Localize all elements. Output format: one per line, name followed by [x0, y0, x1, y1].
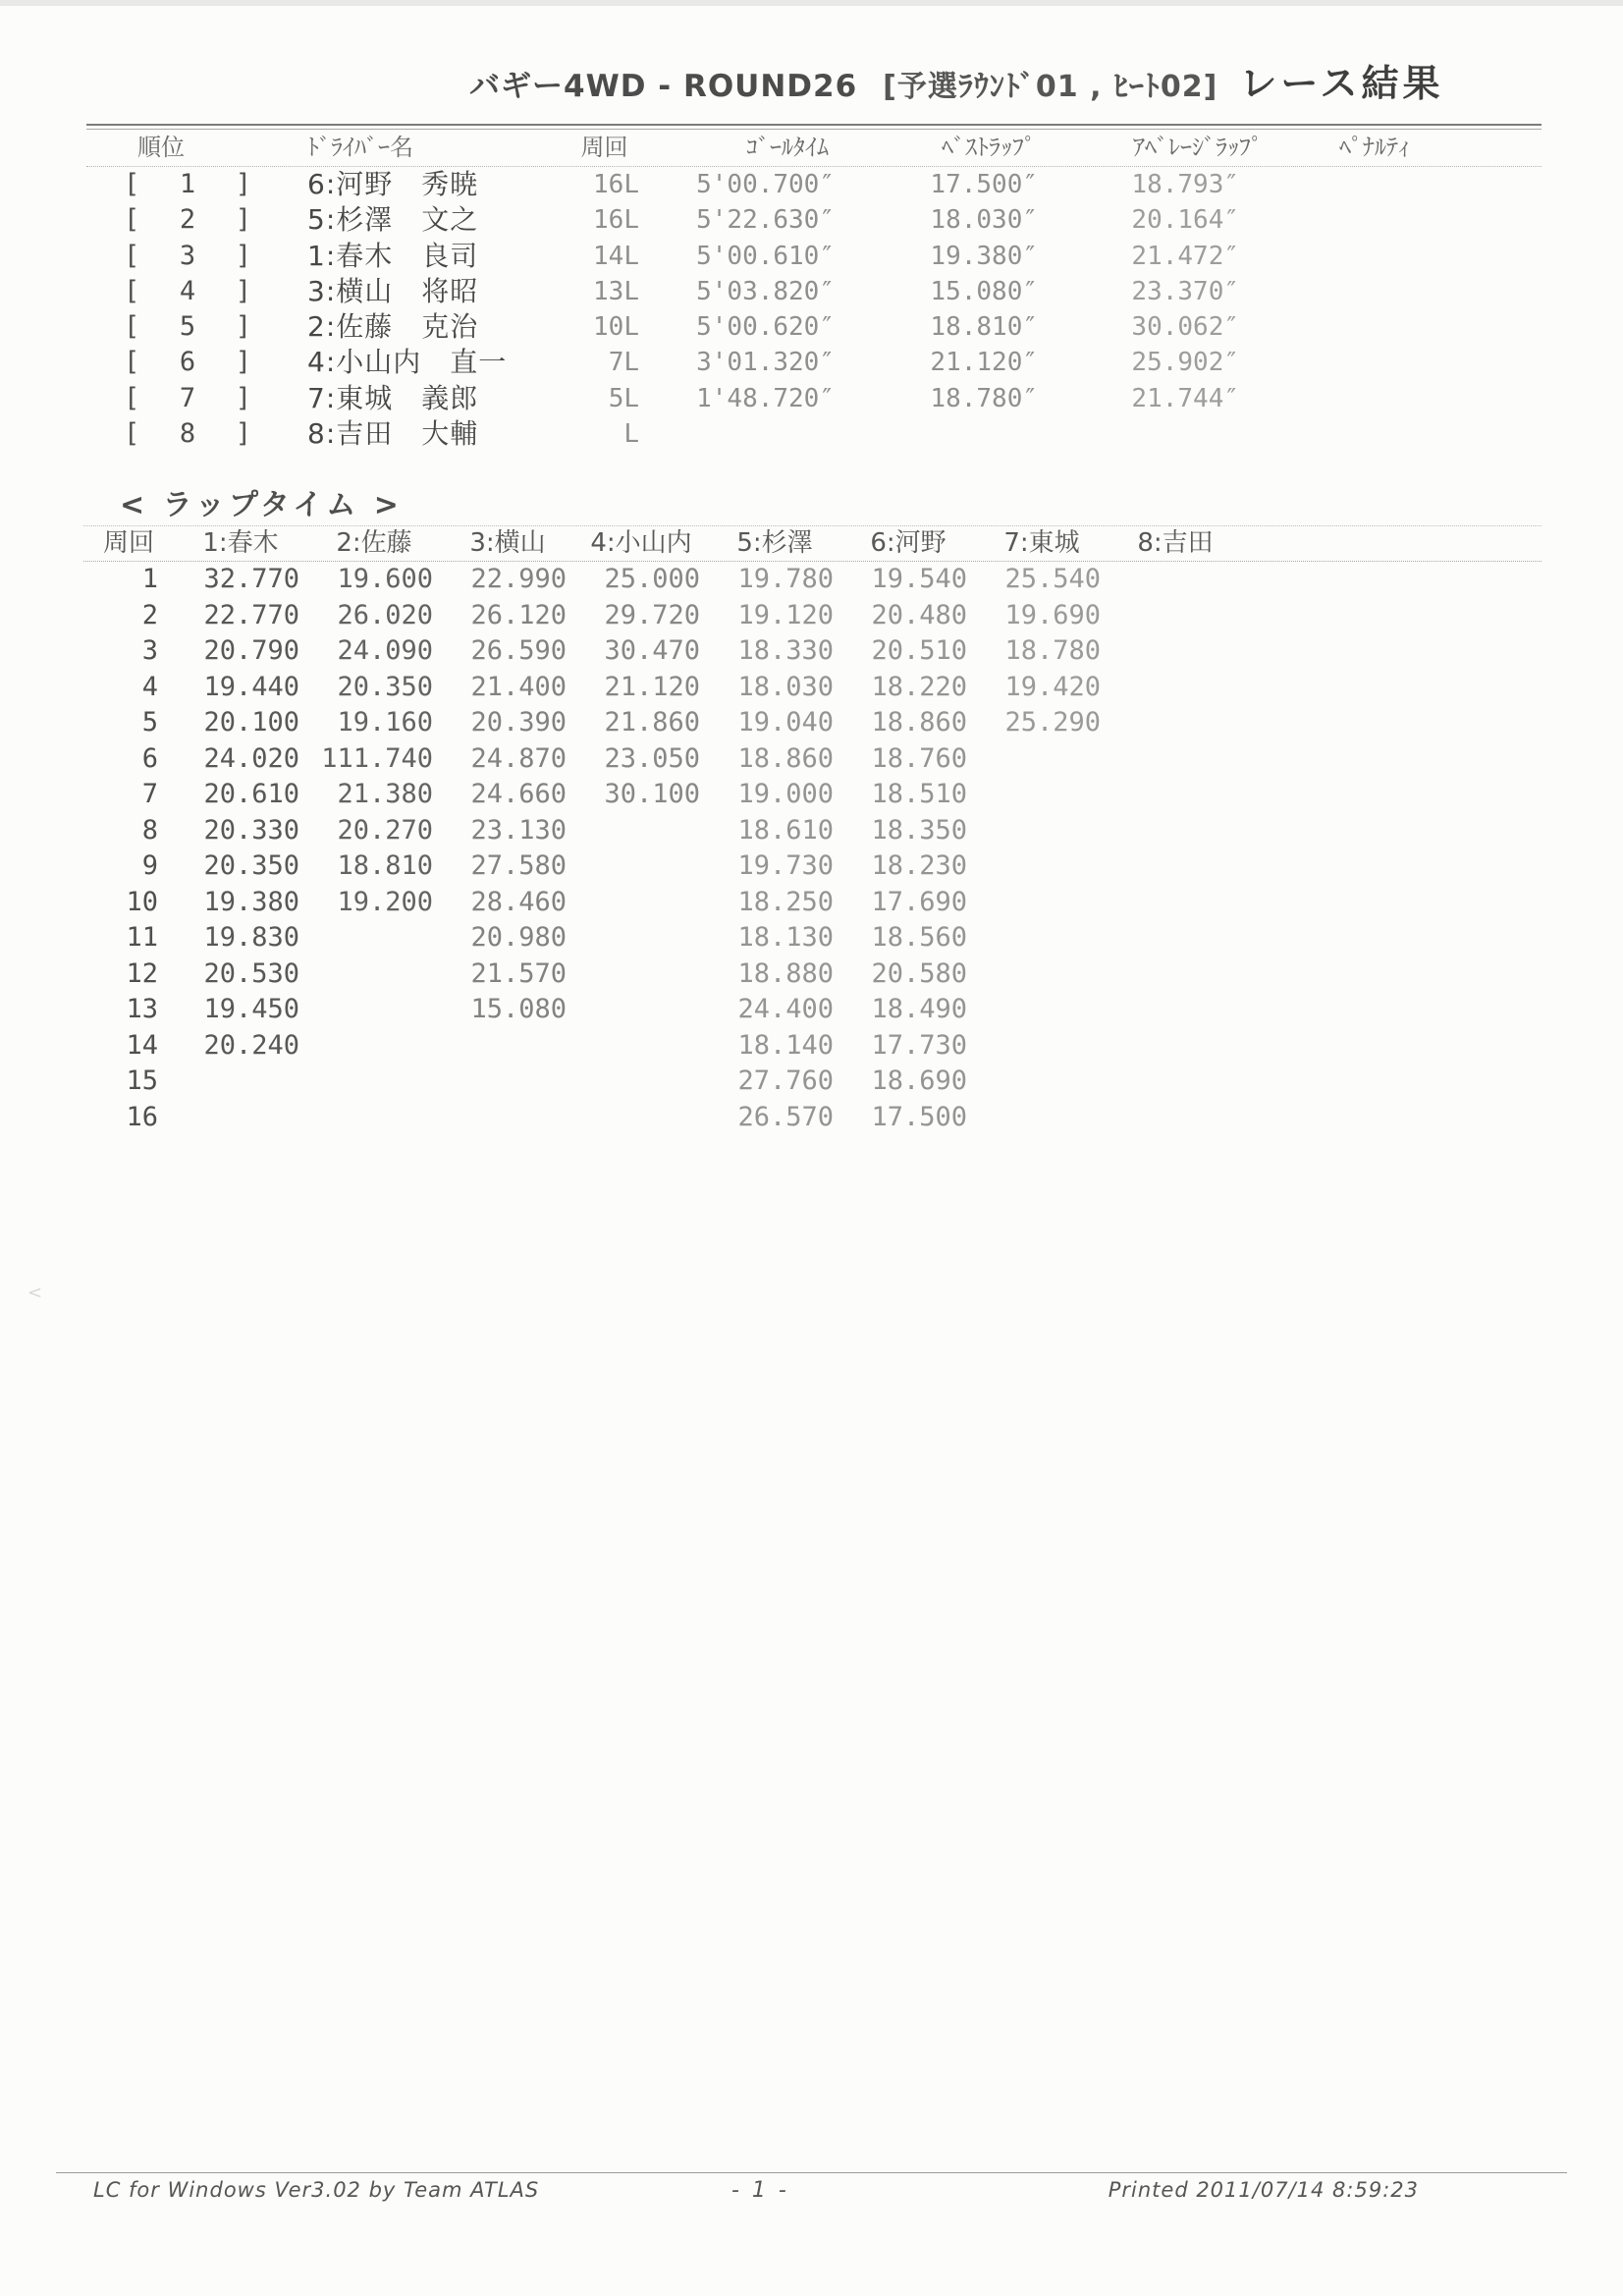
lap-time-cell: 20.530	[203, 957, 299, 989]
laps-cell: 5L	[608, 383, 639, 413]
lap-time-cell: 20.240	[203, 1029, 299, 1061]
results-rows	[86, 167, 1542, 452]
goal-time-cell	[651, 416, 842, 452]
lap-time-cell	[1109, 670, 1242, 706]
lap-time-cell: 20.480	[871, 599, 967, 630]
lap-time-cell	[975, 1064, 1109, 1100]
average-lap-cell: 25.902″	[1131, 348, 1239, 378]
results-table	[86, 124, 1542, 452]
lap-time-cell: 30.470	[604, 635, 700, 666]
laps-cell: 16L	[593, 205, 639, 236]
lap-time-cell	[574, 1064, 708, 1100]
lap-number-cell: 5	[141, 707, 158, 738]
lap-time-cell: 22.990	[470, 564, 567, 594]
lap-row	[83, 1064, 1542, 1100]
average-lap-cell: 30.062″	[1131, 312, 1239, 343]
lap-time-cell	[975, 1100, 1109, 1136]
rank-bracket-close: ]	[235, 382, 251, 413]
rank-cell	[86, 381, 307, 416]
page-title	[469, 53, 1443, 107]
header-goal-time: ｺﾞｰﾙﾀｲﾑ	[746, 134, 829, 161]
lap-rows	[83, 562, 1542, 1135]
result-row	[86, 239, 1542, 274]
lap-time-cell: 25.290	[1004, 707, 1101, 738]
rank-bracket-open: [	[124, 275, 140, 306]
lap-row	[83, 705, 1542, 741]
rank-cell	[86, 416, 307, 452]
lap-time-cell: 24.870	[470, 742, 567, 774]
lap-number-cell: 6	[141, 742, 158, 774]
best-lap-cell: 18.030″	[930, 205, 1038, 236]
lap-row	[83, 1028, 1542, 1065]
driver-name-cell: 6:河野 秀暁	[307, 168, 479, 200]
rank-value: 2	[179, 204, 196, 236]
result-row	[86, 309, 1542, 345]
lap-time-cell: 24.090	[337, 635, 433, 666]
lap-time-cell	[174, 1100, 307, 1136]
rank-value: 4	[179, 275, 196, 306]
lap-time-cell: 19.690	[1004, 599, 1101, 630]
footer-print-timestamp: Printed 2011/07/14 8:59:23	[1108, 2178, 1419, 2202]
lap-time-cell	[1109, 813, 1242, 849]
lap-time-cell: 21.380	[337, 779, 433, 809]
lap-time-cell: 27.760	[737, 1066, 834, 1096]
lap-time-cell: 21.120	[604, 671, 700, 702]
lap-time-cell: 30.100	[604, 779, 700, 809]
lap-header-driver-1: 1:春木	[202, 528, 279, 558]
laps-cell: L	[623, 419, 639, 450]
lap-time-cell	[574, 992, 708, 1028]
lap-header-driver-8: 8:吉田	[1137, 528, 1214, 558]
goal-time-cell: 5'00.620″	[696, 312, 835, 343]
lap-time-cell	[975, 885, 1109, 921]
lap-time-cell: 26.570	[737, 1101, 834, 1132]
lap-header-driver-6: 6:河野	[870, 528, 947, 558]
penalty-cell	[1265, 239, 1432, 274]
penalty-cell	[1265, 416, 1432, 452]
lap-time-cell: 28.460	[470, 886, 567, 917]
lap-time-cell: 20.350	[203, 850, 299, 881]
goal-time-cell: 5'03.820″	[696, 276, 835, 306]
result-row	[86, 167, 1542, 202]
lap-number-cell: 1	[141, 564, 158, 594]
lap-number-cell: 8	[141, 814, 158, 846]
lap-number-cell: 7	[141, 779, 158, 809]
lap-time-cell	[307, 920, 441, 957]
lap-time-cell: 111.740	[321, 742, 433, 774]
lap-header-driver-4: 4:小山内	[590, 528, 692, 558]
lap-times-section-title: < ラップタイム >	[120, 488, 403, 522]
lap-time-cell: 18.610	[737, 814, 834, 846]
goal-time-cell: 5'00.700″	[696, 170, 835, 199]
lap-time-cell: 19.200	[337, 886, 433, 917]
header-driver-name: ﾄﾞﾗｲﾊﾞｰ名	[307, 134, 413, 161]
lap-time-cell	[1109, 705, 1242, 741]
penalty-cell	[1265, 381, 1432, 416]
lap-time-cell: 20.610	[203, 779, 299, 809]
lap-time-cell: 17.730	[871, 1029, 967, 1061]
lap-times-table	[83, 525, 1542, 1135]
lap-time-cell: 29.720	[604, 599, 700, 630]
rank-bracket-close: ]	[235, 347, 251, 378]
lap-time-cell: 18.760	[871, 742, 967, 774]
lap-time-cell	[574, 1028, 708, 1065]
lap-number-cell: 9	[141, 850, 158, 881]
lap-time-cell: 20.790	[203, 635, 299, 666]
lap-time-cell	[1109, 1028, 1242, 1065]
lap-time-cell: 26.590	[470, 635, 567, 666]
footer-page-number: - 1 -	[731, 2178, 789, 2203]
lap-time-cell: 19.540	[871, 564, 967, 594]
driver-name-cell: 1:春木 良司	[307, 239, 479, 272]
lap-time-cell	[975, 848, 1109, 885]
lap-time-cell: 18.860	[737, 742, 834, 774]
lap-row	[83, 562, 1542, 598]
driver-name-cell: 3:横山 将昭	[307, 274, 479, 307]
lap-time-cell	[975, 957, 1109, 993]
lap-time-cell: 19.440	[203, 671, 299, 702]
best-lap-cell: 19.380″	[930, 241, 1038, 271]
rank-value: 5	[179, 311, 196, 343]
driver-name-cell: 5:杉澤 文之	[307, 203, 479, 237]
result-row	[86, 345, 1542, 380]
lap-time-cell: 19.830	[203, 922, 299, 953]
lap-time-cell	[441, 1028, 574, 1065]
lap-time-cell	[1109, 741, 1242, 778]
lap-time-cell	[1109, 562, 1242, 598]
lap-time-cell	[1109, 777, 1242, 813]
lap-time-cell: 24.400	[737, 994, 834, 1024]
lap-number-cell: 16	[126, 1101, 158, 1132]
rank-value: 6	[179, 347, 196, 378]
lap-time-cell: 18.140	[737, 1029, 834, 1061]
results-header-row	[86, 130, 1542, 167]
lap-time-cell: 19.450	[203, 994, 299, 1024]
lap-time-cell: 20.330	[203, 814, 299, 846]
lap-time-cell: 18.690	[871, 1066, 967, 1096]
lap-row	[83, 741, 1542, 778]
lap-time-cell: 18.560	[871, 922, 967, 953]
footer-rule	[56, 2172, 1567, 2173]
rank-bracket-open: [	[124, 169, 140, 199]
lap-time-cell	[574, 1100, 708, 1136]
goal-time-cell: 5'22.630″	[696, 205, 835, 236]
lap-time-cell	[574, 885, 708, 921]
average-lap-cell	[1054, 416, 1265, 452]
rank-bracket-open: [	[124, 418, 140, 450]
lap-time-cell: 19.420	[1004, 671, 1101, 702]
lap-time-cell	[1109, 598, 1242, 634]
rank-bracket-open: [	[124, 382, 140, 413]
rank-value: 7	[179, 382, 196, 413]
lap-row	[83, 670, 1542, 706]
lap-time-cell	[307, 1064, 441, 1100]
rank-bracket-close: ]	[235, 240, 251, 271]
average-lap-cell: 20.164″	[1131, 205, 1239, 236]
rank-bracket-close: ]	[235, 275, 251, 306]
header-rank: 順位	[137, 134, 185, 161]
lap-row	[83, 920, 1542, 957]
lap-time-cell	[574, 813, 708, 849]
laps-cell: 10L	[593, 312, 639, 343]
lap-time-cell: 20.350	[337, 671, 433, 702]
lap-time-cell: 19.600	[337, 564, 433, 594]
lap-time-cell: 22.770	[203, 599, 299, 630]
lap-time-cell: 18.220	[871, 671, 967, 702]
lap-time-cell: 20.390	[470, 707, 567, 738]
lap-time-cell	[1109, 920, 1242, 957]
laps-cell: 13L	[593, 276, 639, 306]
lap-time-cell	[441, 1064, 574, 1100]
lap-number-cell: 11	[126, 922, 158, 953]
average-lap-cell: 21.472″	[1131, 241, 1239, 271]
result-row	[86, 202, 1542, 238]
lap-time-cell	[975, 920, 1109, 957]
lap-time-cell: 17.690	[871, 886, 967, 917]
average-lap-cell: 23.370″	[1131, 276, 1239, 306]
result-row	[86, 274, 1542, 309]
best-lap-cell: 17.500″	[930, 170, 1038, 199]
lap-time-cell	[574, 848, 708, 885]
driver-name-cell: 7:東城 義郎	[307, 381, 479, 414]
lap-time-cell	[1109, 633, 1242, 670]
rank-cell	[86, 167, 307, 202]
lap-header-driver-2: 2:佐藤	[336, 528, 412, 558]
header-penalty: ﾍﾟﾅﾙﾃｨ	[1339, 134, 1410, 161]
goal-time-cell: 3'01.320″	[696, 348, 835, 378]
result-row	[86, 416, 1542, 452]
rank-bracket-close: ]	[235, 204, 251, 236]
lap-time-cell: 19.000	[737, 779, 834, 809]
lap-time-cell: 18.880	[737, 957, 834, 989]
rank-cell	[86, 202, 307, 238]
header-laps: 周回	[580, 134, 628, 161]
average-lap-cell: 18.793″	[1131, 170, 1239, 199]
lap-number-cell: 14	[126, 1029, 158, 1061]
rank-value: 3	[179, 240, 196, 271]
title-event: バギー4WD - ROUND26	[469, 69, 858, 104]
lap-time-cell: 26.020	[337, 599, 433, 630]
lap-number-cell: 12	[126, 957, 158, 989]
driver-name-cell: 2:佐藤 克治	[307, 310, 479, 344]
lap-time-cell	[1109, 848, 1242, 885]
title-race-result-label: レース結果	[1239, 62, 1444, 105]
lap-header-lapno: 周回	[102, 528, 154, 558]
lap-row	[83, 1100, 1542, 1136]
lap-time-cell: 21.570	[470, 957, 567, 989]
lap-time-cell	[574, 957, 708, 993]
goal-time-cell: 5'00.610″	[696, 241, 835, 271]
rank-bracket-close: ]	[235, 311, 251, 343]
penalty-cell	[1265, 274, 1432, 309]
rank-bracket-close: ]	[235, 169, 251, 199]
penalty-cell	[1265, 202, 1432, 238]
lap-time-cell: 27.580	[470, 850, 567, 881]
best-lap-cell: 21.120″	[930, 348, 1038, 378]
lap-time-cell	[1109, 885, 1242, 921]
lap-number-cell: 10	[126, 886, 158, 917]
goal-time-cell: 1'48.720″	[696, 383, 835, 413]
rank-bracket-open: [	[124, 204, 140, 236]
lap-time-cell: 25.540	[1004, 564, 1101, 594]
penalty-cell	[1265, 309, 1432, 345]
lap-number-cell: 15	[126, 1066, 158, 1096]
lap-time-cell: 24.660	[470, 779, 567, 809]
rank-bracket-open: [	[124, 311, 140, 343]
lap-time-cell: 18.250	[737, 886, 834, 917]
best-lap-cell	[842, 416, 1054, 452]
lap-time-cell: 19.380	[203, 886, 299, 917]
header-average-lap: ｱﾍﾞﾚｰｼﾞﾗｯﾌﾟ	[1133, 134, 1263, 161]
lap-number-cell: 4	[141, 671, 158, 702]
laps-cell: 14L	[593, 241, 639, 271]
laps-cell: 7L	[608, 348, 639, 378]
driver-name-cell: 8:吉田 大輔	[307, 417, 479, 451]
penalty-cell	[1265, 345, 1432, 380]
lap-time-cell: 18.810	[337, 850, 433, 881]
lap-number-cell: 13	[126, 994, 158, 1024]
lap-header-driver-3: 3:横山	[469, 528, 546, 558]
lap-time-cell: 18.030	[737, 671, 834, 702]
rank-cell	[86, 309, 307, 345]
lap-header-driver-7: 7:東城	[1003, 528, 1080, 558]
lap-time-cell: 18.490	[871, 994, 967, 1024]
lap-time-cell: 18.510	[871, 779, 967, 809]
lap-time-cell: 25.000	[604, 564, 700, 594]
lap-time-cell	[1109, 1064, 1242, 1100]
rank-value: 8	[179, 418, 196, 450]
lap-row	[83, 598, 1542, 634]
lap-time-cell	[574, 920, 708, 957]
lap-time-cell: 26.120	[470, 599, 567, 630]
lap-row	[83, 633, 1542, 670]
lap-time-cell	[975, 777, 1109, 813]
lap-table-header-row	[83, 525, 1542, 562]
lap-row	[83, 957, 1542, 993]
lap-time-cell: 20.100	[203, 707, 299, 738]
lap-time-cell	[1109, 992, 1242, 1028]
lap-row	[83, 992, 1542, 1028]
lap-time-cell	[1109, 957, 1242, 993]
lap-time-cell	[307, 1028, 441, 1065]
lap-time-cell: 23.050	[604, 742, 700, 774]
lap-time-cell	[441, 1100, 574, 1136]
lap-time-cell: 18.130	[737, 922, 834, 953]
lap-row	[83, 777, 1542, 813]
lap-time-cell	[1109, 1100, 1242, 1136]
lap-time-cell: 20.580	[871, 957, 967, 989]
lap-time-cell	[307, 957, 441, 993]
scan-artifact: <	[27, 1283, 43, 1303]
lap-time-cell: 17.500	[871, 1101, 967, 1132]
lap-time-cell: 18.330	[737, 635, 834, 666]
lap-time-cell: 21.400	[470, 671, 567, 702]
lap-time-cell: 19.120	[737, 599, 834, 630]
rank-value: 1	[179, 169, 196, 199]
lap-time-cell: 24.020	[203, 742, 299, 774]
best-lap-cell: 18.810″	[930, 312, 1038, 343]
lap-time-cell: 21.860	[604, 707, 700, 738]
lap-row	[83, 813, 1542, 849]
lap-time-cell: 18.350	[871, 814, 967, 846]
lap-time-cell: 20.270	[337, 814, 433, 846]
rank-cell	[86, 239, 307, 274]
rank-bracket-close: ]	[235, 418, 251, 450]
average-lap-cell: 21.744″	[1131, 383, 1239, 413]
laps-cell: 16L	[593, 170, 639, 199]
lap-time-cell: 15.080	[470, 994, 567, 1024]
lap-time-cell: 20.980	[470, 922, 567, 953]
lap-time-cell: 19.160	[337, 707, 433, 738]
rank-bracket-open: [	[124, 240, 140, 271]
header-best-lap: ﾍﾞｽﾄﾗｯﾌﾟ	[942, 134, 1036, 161]
rank-bracket-open: [	[124, 347, 140, 378]
lap-header-driver-5: 5:杉澤	[736, 528, 813, 558]
lap-time-cell: 32.770	[203, 564, 299, 594]
lap-time-cell: 19.040	[737, 707, 834, 738]
best-lap-cell: 15.080″	[930, 276, 1038, 306]
lap-time-cell	[307, 1100, 441, 1136]
driver-name-cell: 4:小山内 直一	[307, 346, 508, 379]
lap-time-cell	[975, 992, 1109, 1028]
lap-time-cell	[174, 1064, 307, 1100]
title-heat: [予選ﾗｳﾝﾄﾞ01 , ﾋｰﾄ02]	[883, 70, 1218, 104]
lap-time-cell	[307, 992, 441, 1028]
rank-cell	[86, 345, 307, 380]
lap-time-cell	[975, 813, 1109, 849]
lap-time-cell: 20.510	[871, 635, 967, 666]
lap-time-cell: 19.780	[737, 564, 834, 594]
lap-time-cell: 18.780	[1004, 635, 1101, 666]
best-lap-cell: 18.780″	[930, 383, 1038, 413]
lap-time-cell	[975, 741, 1109, 778]
penalty-cell	[1265, 167, 1432, 202]
lap-row	[83, 848, 1542, 885]
lap-time-cell: 23.130	[470, 814, 567, 846]
lap-time-cell: 18.860	[871, 707, 967, 738]
lap-time-cell: 18.230	[871, 850, 967, 881]
lap-number-cell: 2	[141, 599, 158, 630]
footer-app-version: LC for Windows Ver3.02 by Team ATLAS	[93, 2178, 540, 2202]
rank-cell	[86, 274, 307, 309]
result-row	[86, 381, 1542, 416]
lap-time-cell: 19.730	[737, 850, 834, 881]
lap-time-cell	[975, 1028, 1109, 1065]
lap-number-cell: 3	[141, 635, 158, 666]
lap-row	[83, 885, 1542, 921]
